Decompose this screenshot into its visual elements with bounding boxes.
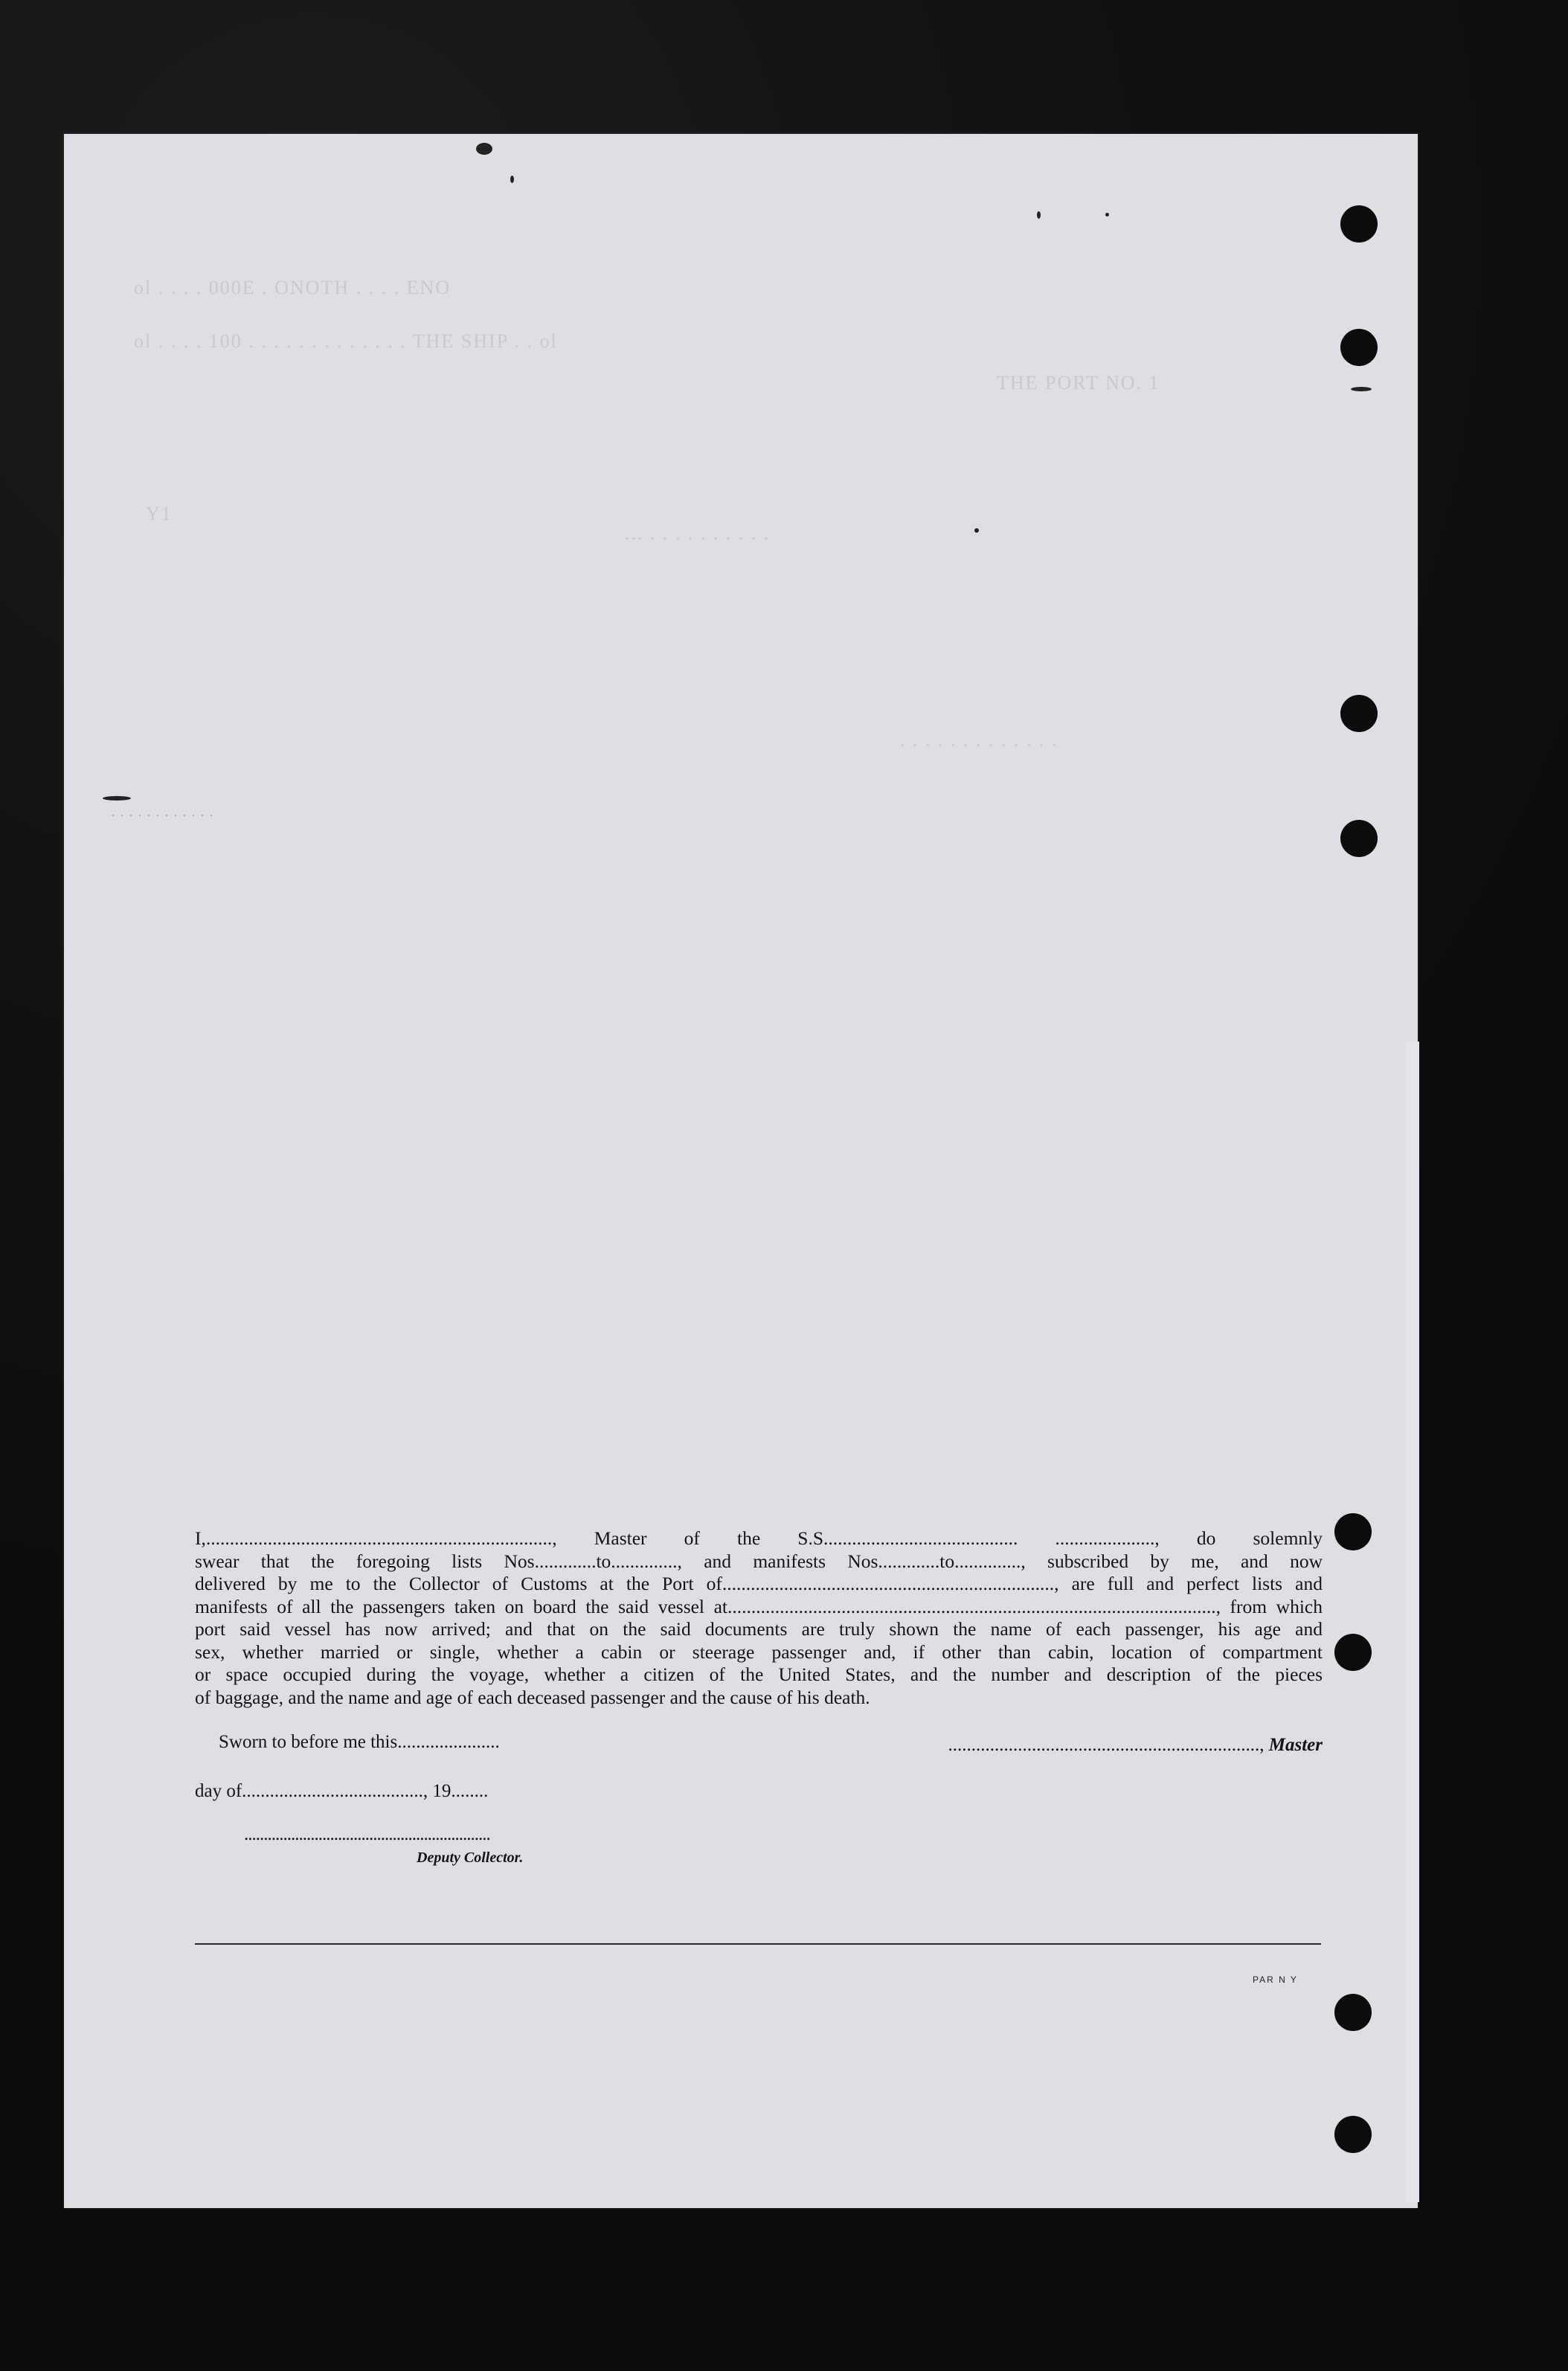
oath-line: I,........................................................................., Master of the S.S......................................... ....................., do solemnly [195,1527,1323,1549]
day-of-field: day of......................................., 19........ [195,1781,489,1801]
bleed-through-text: ... . . . . . . . . . . [625,522,771,544]
master-label: Master [1268,1735,1323,1755]
bleed-through-text: Y1 [146,503,173,524]
deputy-signature-line: ............................................................... [244,1824,490,1844]
bleed-through-text: ol . . . . 000E . ONOTH . . . . ENO [134,277,452,298]
oath-line: delivered by me to the Collector of Customs at the Port of......................................................................, are full and perfect lists and [195,1573,1323,1594]
ink-speck [103,796,131,801]
oath-line: sex, whether married or single, whether a cabin or steerage passenger and, if other than cabin, location of compartment [195,1640,1323,1663]
paper-edge [1406,1042,1419,2202]
manifest-page [64,134,1418,2208]
bleed-through-text: ol . . . . 100 . . . . . . . . . . . . . THE SHIP . . ol [134,330,558,352]
binder-hole [1334,1513,1372,1550]
binder-hole [1340,820,1378,857]
binder-hole [1334,1994,1372,2031]
sworn-date-field: Sworn to before me this...................... [219,1732,500,1752]
master-signature-line [863,1735,1323,1756]
bleed-through-text: . . . . . . . . . . . . . [900,729,1058,751]
oath-line: manifests of all the passengers taken on board the said vessel at......................................................................................................., from which [195,1595,1323,1617]
horizontal-rule [195,1943,1321,1945]
oath-line: or space occupied during the voyage, whether a citizen of the United States, and the number and description of the pieces [195,1663,1323,1685]
master-signature-dots: ..................................................................., [948,1735,1269,1755]
ink-speck [1105,213,1109,216]
binder-hole [1334,1634,1372,1671]
ink-speck [476,143,492,155]
deputy-collector-label: Deputy Collector. [417,1849,524,1866]
binder-hole [1334,2116,1372,2153]
oath-line: swear that the foregoing lists Nos.............to.............., and manifests Nos.............to.............., subscribed by me, and now [195,1550,1323,1572]
ink-speck [1037,211,1041,219]
master-oath-paragraph [195,1527,1323,1709]
bleed-through-text: . . . . . . . . . . . . [112,806,214,819]
printer-mark: PAR N Y [1253,1974,1298,1985]
binder-hole [1340,205,1378,243]
bleed-through-text: THE PORT NO. 1 [997,372,1160,394]
binder-hole [1340,695,1378,732]
oath-line: of baggage, and the name and age of each deceased passenger and the cause of his death. [195,1686,870,1708]
oath-line: port said vessel has now arrived; and that on the said documents are truly shown the name of each passenger, his age and [195,1618,1323,1640]
ink-speck [510,176,514,183]
ink-speck [974,528,979,533]
binder-hole [1340,329,1378,366]
ink-speck [1351,387,1372,391]
